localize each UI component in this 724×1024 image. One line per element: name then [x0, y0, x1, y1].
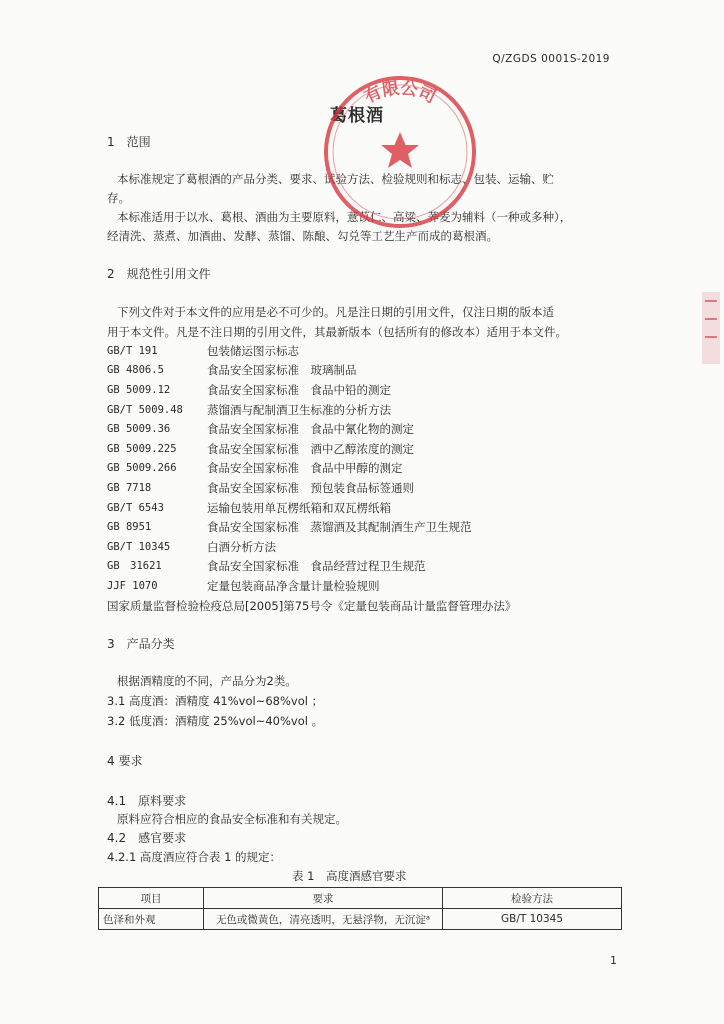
reference-code: GB 5009.36: [107, 423, 171, 435]
standard-code: Q/ZGDS 0001S-2019: [492, 53, 610, 65]
company-seal-stamp: [320, 72, 480, 232]
subsection-heading-raw-materials: 4.1 原料要求: [107, 794, 187, 808]
table-cell: GB/T 10345: [443, 909, 622, 930]
reference-code: GB 5009.225: [107, 443, 177, 455]
seal-star-icon: [381, 132, 419, 168]
reference-code: GB/T 10345: [107, 541, 171, 553]
scope-para-line-4: 经清洗、蒸煮、加酒曲、发酵、蒸馏、陈酿、勾兑等工艺生产而成的葛根酒。: [107, 229, 498, 243]
reference-code: GB 7718: [107, 482, 152, 494]
table-cell: 无色或微黄色，清亮透明，无悬浮物，无沉淀ᵃ: [204, 909, 443, 930]
reference-code: GB 4806.5: [107, 364, 164, 376]
classification-intro: 根据酒精度的不同，产品分为2类。: [117, 674, 297, 688]
edge-stamp-mark: [696, 288, 724, 368]
table-header-cell: 项目: [99, 888, 204, 909]
reference-code: GB 5009.12: [107, 384, 171, 396]
sensory-requirements-table: [98, 887, 622, 930]
reference-name: 食品安全国家标准 玻璃制品: [207, 363, 357, 377]
reference-name: 食品安全国家标准 食品中甲醇的测定: [207, 461, 403, 475]
table-header-cell: 检验方法: [443, 888, 622, 909]
table-cell: 色泽和外观: [99, 909, 204, 930]
reference-name: 食品安全国家标准 预包装食品标签通则: [207, 481, 414, 495]
reference-code: GB 31621: [107, 560, 162, 572]
document-title: 葛根酒: [330, 106, 384, 126]
reference-name: 食品安全国家标准 食品经营过程卫生规范: [207, 559, 426, 573]
page-number: 1: [610, 954, 617, 967]
reference-code: GB/T 6543: [107, 502, 164, 514]
reference-code: GB 5009.266: [107, 462, 177, 474]
reference-name: 食品安全国家标准 食品中铅的测定: [207, 383, 391, 397]
section-heading-classification: 3 产品分类: [107, 637, 175, 651]
scope-para-line-1: 本标准规定了葛根酒的产品分类、要求、试验方法、检验规则和标志、包装、运输、贮: [117, 172, 554, 186]
raw-materials-text: 原料应符合相应的食品安全标准和有关规定。: [117, 812, 347, 826]
reference-note: 国家质量监督检验检疫总局[2005]第75号令《定量包装商品计量监督管理办法》: [107, 599, 517, 613]
sensory-text: 4.2.1 高度酒应符合表 1 的规定：: [107, 850, 282, 864]
reference-name: 食品安全国家标准 酒中乙醇浓度的测定: [207, 442, 414, 456]
seal-text-path: 有限公司: [361, 78, 439, 108]
table-header-cell: 要求: [204, 888, 443, 909]
ref-intro-line-1: 下列文件对于本文件的应用是必不可少的。凡是注日期的引用文件，仅注日期的版本适: [117, 305, 554, 319]
reference-name: 包装储运图示标志: [207, 344, 299, 358]
section-heading-references: 2 规范性引用文件: [107, 267, 211, 281]
reference-code: GB/T 191: [107, 345, 158, 357]
section-heading-scope: 1 范围: [107, 135, 151, 149]
classification-item: 3.1 高度酒：酒精度 41%vol~68%vol ；: [107, 694, 324, 708]
reference-name: 食品安全国家标准 蒸馏酒及其配制酒生产卫生规范: [207, 520, 472, 534]
reference-name: 运输包装用单瓦楞纸箱和双瓦楞纸箱: [207, 501, 391, 515]
reference-code: JJF 1070: [107, 580, 158, 592]
reference-name: 定量包装商品净含量计量检验规则: [207, 579, 380, 593]
subsection-heading-sensory: 4.2 感官要求: [107, 831, 187, 845]
table-caption: 表 1 高度酒感官要求: [292, 869, 407, 883]
reference-name: 食品安全国家标准 食品中氰化物的测定: [207, 422, 414, 436]
reference-name: 白酒分析方法: [207, 540, 276, 554]
scope-para-line-2: 存。: [107, 191, 130, 205]
reference-code: GB 8951: [107, 521, 152, 533]
reference-code: GB/T 5009.48: [107, 404, 183, 416]
table-header-row: [99, 888, 622, 909]
table-row: [99, 909, 622, 930]
ref-intro-line-2: 用于本文件。凡是不注日期的引用文件，其最新版本（包括所有的修改本）适用于本文件。: [107, 325, 567, 339]
reference-name: 蒸馏酒与配制酒卫生标准的分析方法: [207, 403, 391, 417]
section-heading-requirements: 4 要求: [107, 754, 143, 768]
classification-item: 3.2 低度酒：酒精度 25%vol~40%vol 。: [107, 714, 324, 728]
scope-para-line-3: 本标准适用于以水、葛根、酒曲为主要原料，薏苡仁、高粱、荞麦为辅料（一种或多种），: [117, 210, 572, 224]
